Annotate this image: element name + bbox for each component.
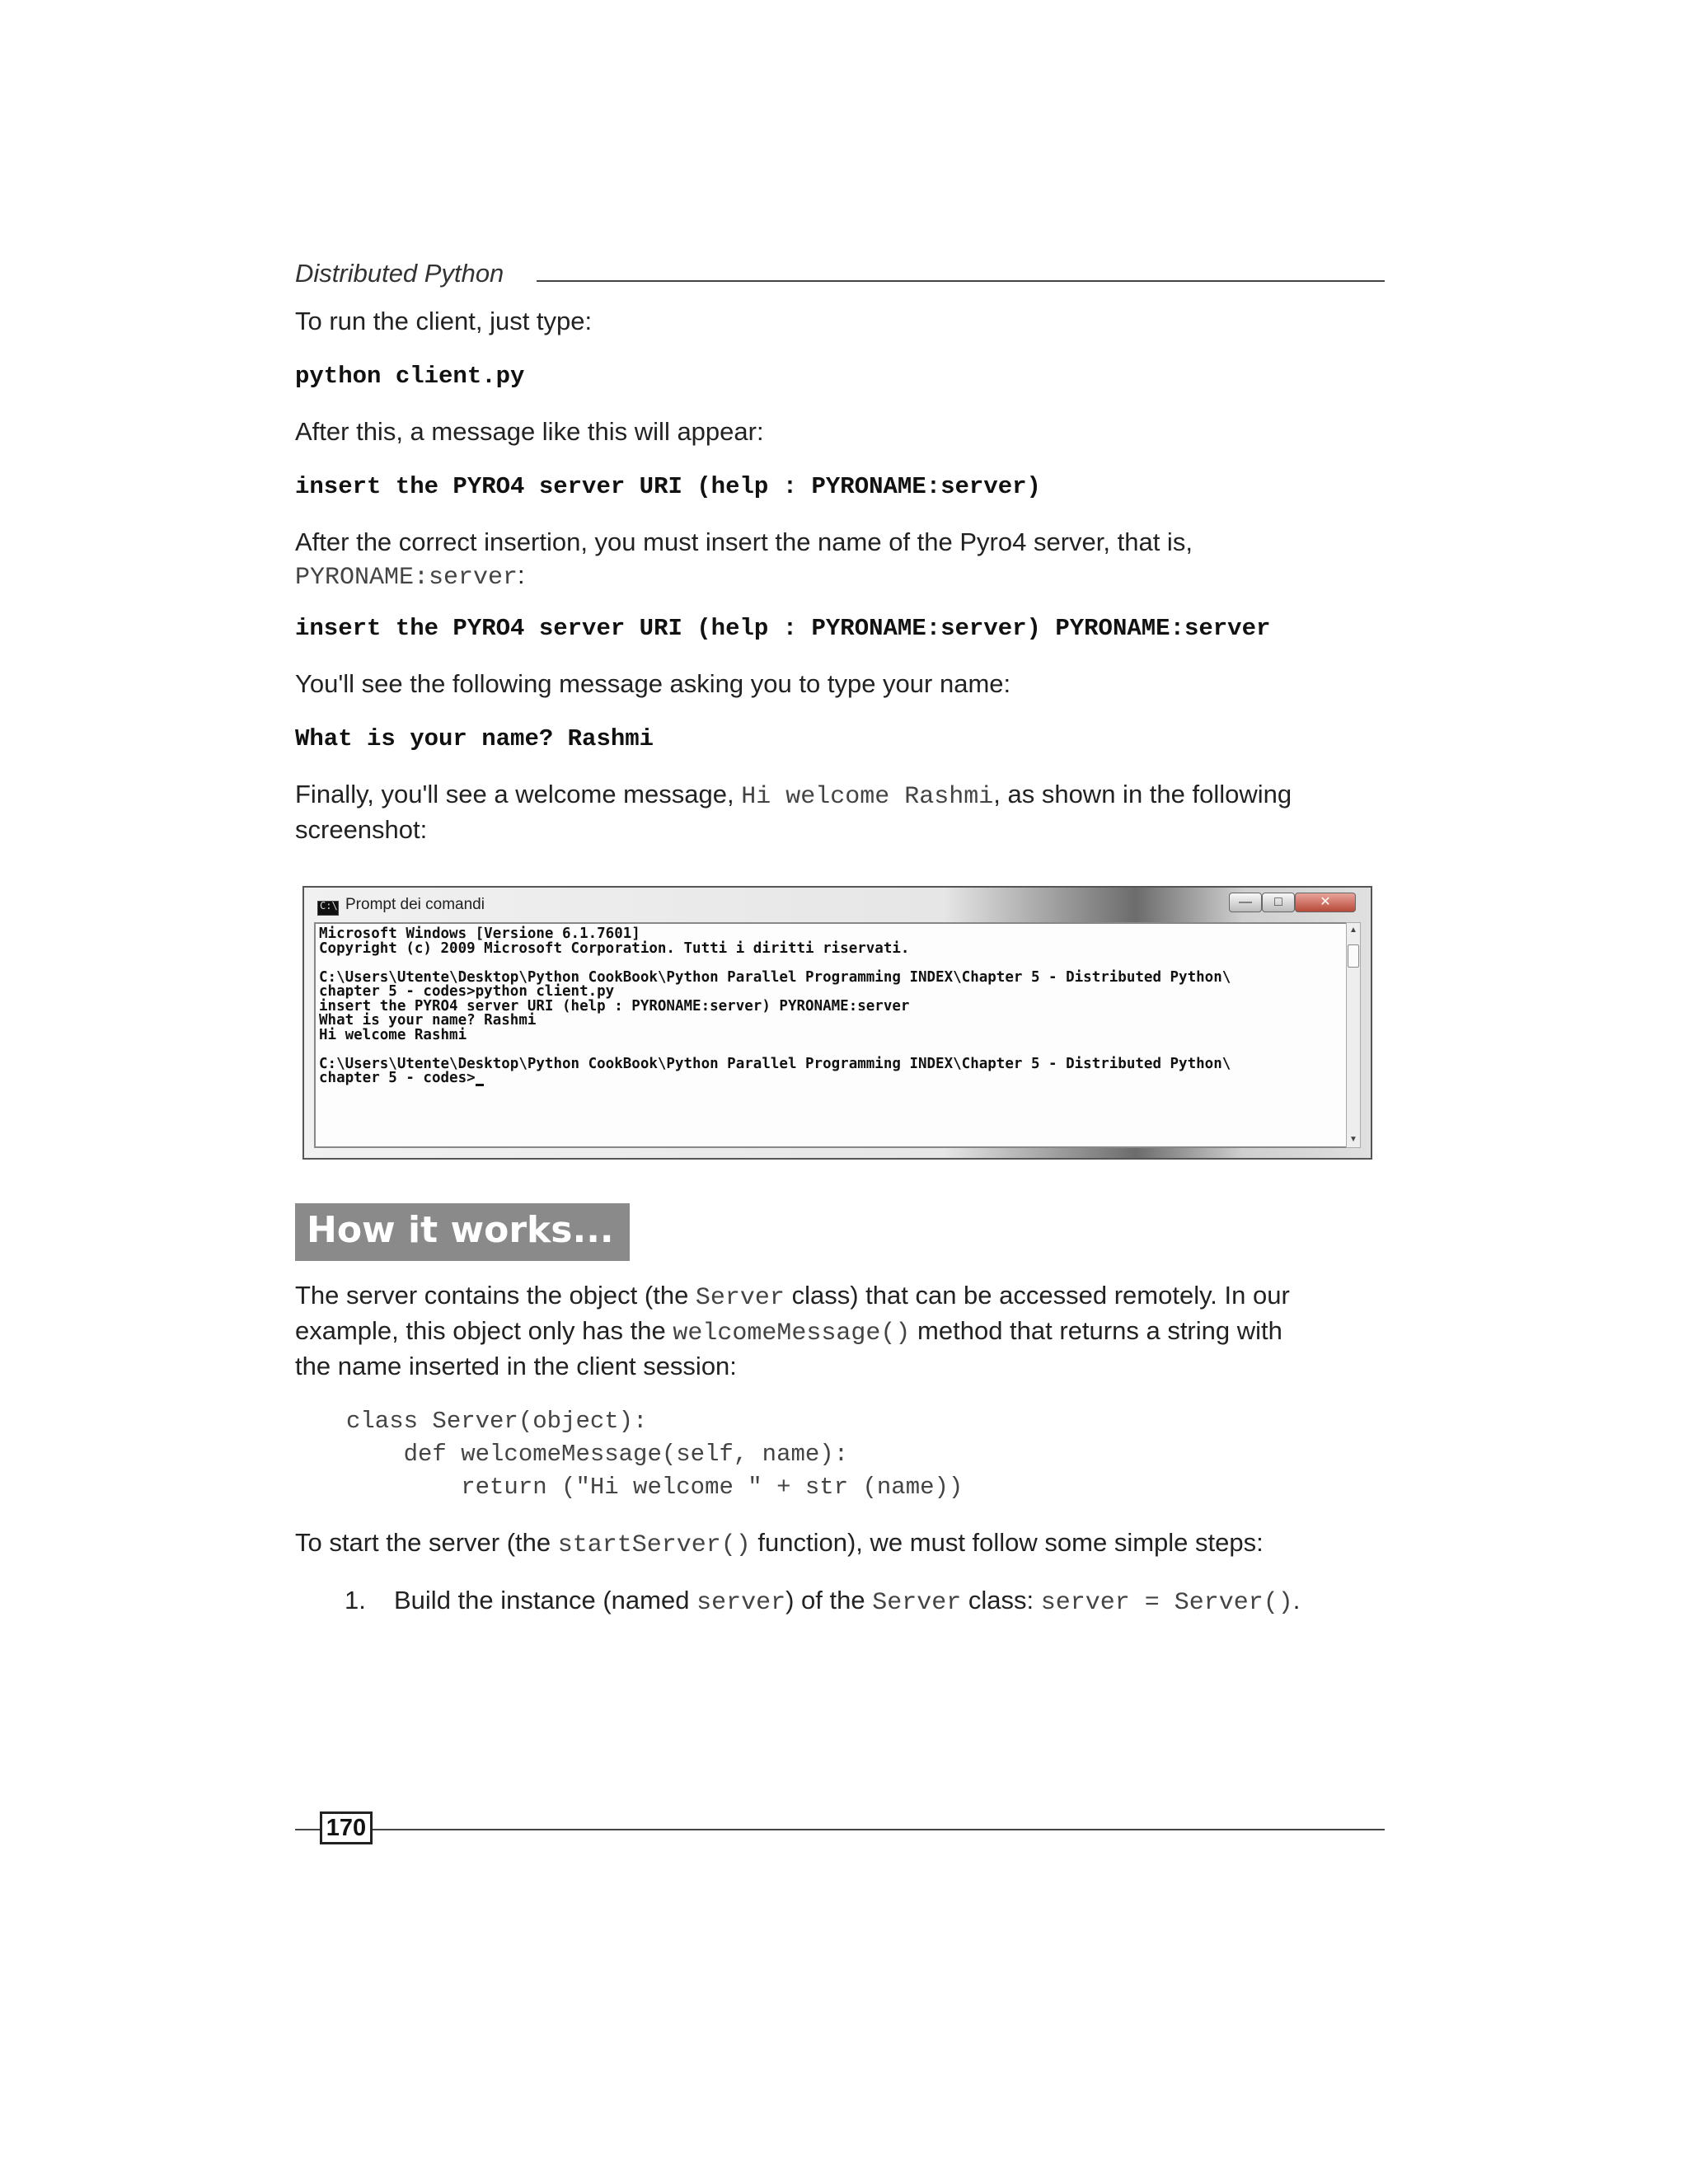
paragraph-correct-insertion [295, 526, 1385, 594]
text-segment: ) of the [785, 1586, 873, 1615]
inline-code-pyroname: PYRONAME:server [295, 564, 518, 592]
console-line [319, 956, 1346, 971]
section-heading: How it works... [307, 1209, 614, 1251]
text-segment: Finally, you'll see a welcome message, [295, 780, 742, 808]
command-name-prompt: What is your name? Rashmi [295, 725, 654, 752]
console-line: Hi welcome Rashmi [319, 1026, 467, 1043]
command-prompt-icon: C:\ [317, 901, 339, 916]
code-line: class Server(object): [346, 1408, 648, 1435]
code-line: return ("Hi welcome " + str (name)) [346, 1474, 964, 1501]
code-block [295, 1405, 1385, 1504]
text-segment: The server contains the object (the [295, 1281, 696, 1310]
section-heading-bar [295, 1203, 630, 1261]
list-item [295, 1584, 1385, 1619]
page-number: 170 [320, 1811, 373, 1844]
inline-code: Server [872, 1589, 962, 1617]
command-insert-uri: insert the PYRO4 server URI (help : PYRONAME:server) [295, 473, 1041, 500]
paragraph-type-name: You'll see the following message asking you to type your name: [295, 669, 1011, 698]
console-line [319, 1043, 1346, 1057]
code-line: def welcomeMessage(self, name): [346, 1441, 849, 1468]
console-line: chapter 5 - codes>python client.py [319, 983, 615, 1000]
text-segment: the name inserted in the client session: [295, 1352, 737, 1380]
text-segment: example, this object only has the [295, 1316, 673, 1345]
scroll-up-arrow-icon[interactable]: ▲ [1349, 926, 1357, 935]
text-segment: screenshot: [295, 815, 428, 844]
console-window-screenshot [302, 886, 1372, 1160]
running-header [295, 247, 1385, 305]
console-line: C:\Users\Utente\Desktop\Python CookBook\Python Parallel Programming INDEX\Chapter 5 - Distributed Python\ [319, 968, 1231, 986]
header-rule [537, 280, 1385, 282]
text-segment: After the correct insertion, you must insert the name of the Pyro4 server, that is, [295, 527, 1193, 556]
text-segment: class) that can be accessed remotely. In our [784, 1281, 1290, 1310]
list-number: 1. [345, 1586, 366, 1615]
paragraph-message-appear: After this, a message like this will appear: [295, 417, 764, 446]
section-body [295, 1279, 1385, 1619]
console-prompt-line: chapter 5 - codes> [319, 1071, 1346, 1086]
text-segment: To start the server (the [295, 1528, 558, 1557]
console-title: Prompt dei comandi [345, 896, 485, 913]
text-segment: function), we must follow some simple steps: [750, 1528, 1264, 1557]
console-line: What is your name? Rashmi [319, 1012, 537, 1029]
close-button[interactable]: ✕ [1295, 893, 1356, 912]
inline-code: server = Server() [1040, 1589, 1293, 1617]
text-segment: . [1292, 1586, 1301, 1615]
text-cursor [476, 1072, 484, 1086]
scroll-down-arrow-icon[interactable]: ▼ [1349, 1135, 1357, 1144]
text-segment: Build the instance (named [394, 1586, 697, 1615]
console-line: Copyright (c) 2009 Microsoft Corporation. Tutti i diritti riservati. [319, 940, 910, 957]
footer-rule [295, 1829, 1385, 1830]
console-line: C:\Users\Utente\Desktop\Python CookBook\Python Parallel Programming INDEX\Chapter 5 - Distributed Python\ [319, 1055, 1231, 1072]
console-titlebar [314, 893, 1361, 922]
paragraph-start-server [295, 1526, 1385, 1562]
inline-code: server [696, 1589, 786, 1617]
console-scrollbar[interactable] [1346, 922, 1361, 1148]
inline-code-welcomemessage: welcomeMessage() [673, 1319, 911, 1347]
scroll-thumb[interactable] [1348, 944, 1359, 968]
header-title: Distributed Python [295, 259, 504, 288]
text-segment: : [518, 560, 525, 589]
page-content [295, 247, 1385, 1617]
paragraph-run-client: To run the client, just type: [295, 307, 593, 335]
console-line: insert the PYRO4 server URI (help : PYRONAME:server) PYRONAME:server [319, 997, 910, 1015]
inline-code-server: Server [695, 1284, 785, 1312]
paragraph-welcome [295, 778, 1385, 846]
console-output [314, 922, 1348, 1148]
console-line: Microsoft Windows [Versione 6.1.7601] [319, 926, 640, 942]
maximize-button[interactable]: □ [1262, 893, 1295, 912]
text-segment: class: [961, 1586, 1041, 1615]
text-segment: method that returns a string with [910, 1316, 1282, 1345]
inline-code-welcome: Hi welcome Rashmi [741, 783, 994, 811]
minimize-button[interactable]: — [1229, 893, 1262, 912]
page-footer [295, 1811, 1385, 1848]
paragraph-server-object [295, 1279, 1385, 1383]
command-run-client: python client.py [295, 363, 525, 390]
inline-code-startserver: startServer() [557, 1531, 751, 1559]
command-insert-uri-server: insert the PYRO4 server URI (help : PYRONAME:server) PYRONAME:server [295, 615, 1271, 642]
text-segment: , as shown in the following [993, 780, 1292, 808]
